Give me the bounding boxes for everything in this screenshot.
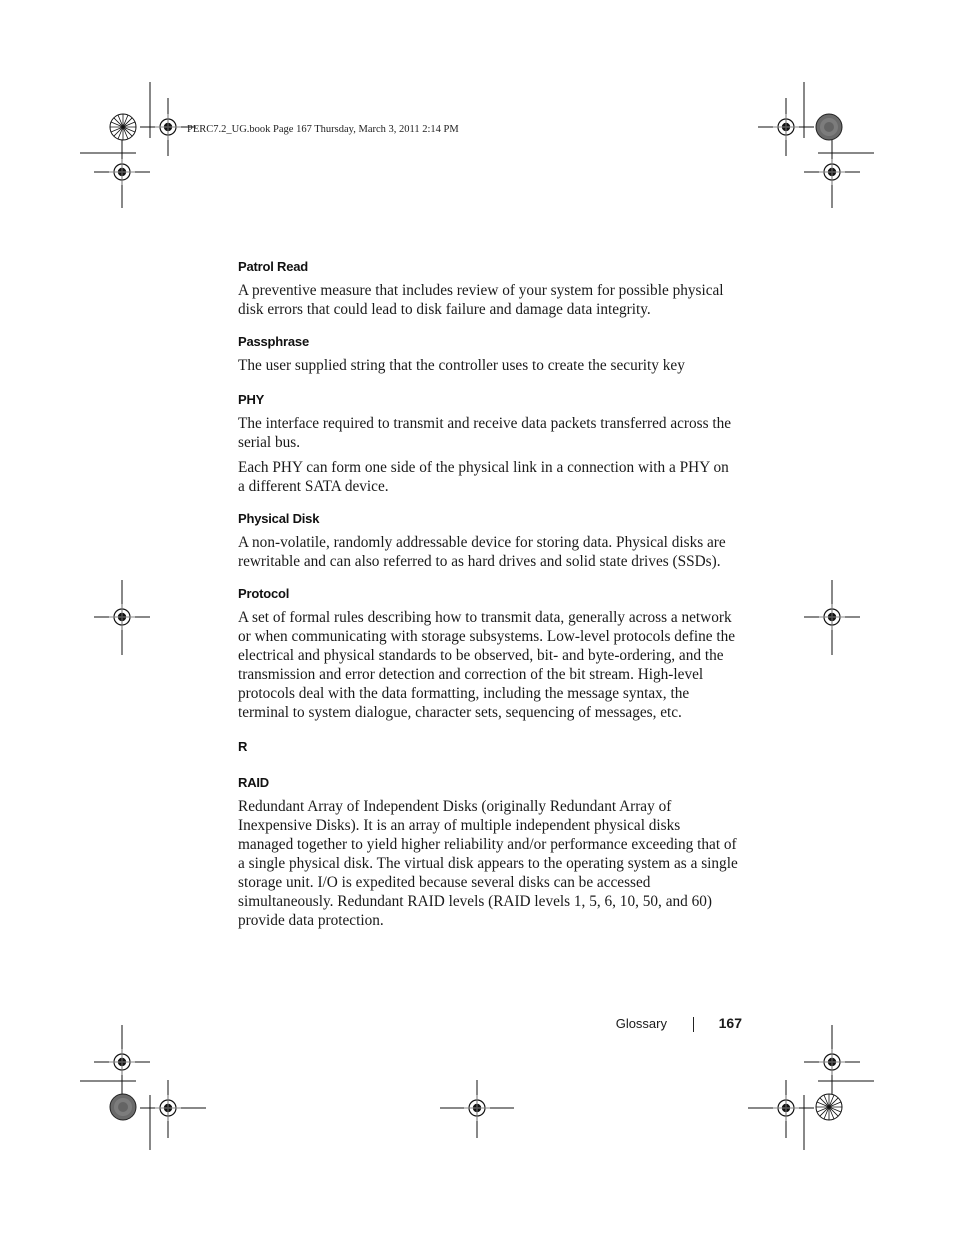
glossary-definition: A set of formal rules describing how to transmit data, generally across a network or when communicating with storage subsystems. Low-level protocols define the electrical and physical standards to be observed, bit- and byte-ordering, and the transmission and error detection and correction of the bit stream. High-level protocols deal with the data formatting, including the message syntax, the terminal to system dialogue, character sets, sequencing of messages, etc. — [238, 609, 736, 721]
glossary-section-letter — [238, 739, 738, 754]
glossary-definition: Redundant Array of Independent Disks (originally Redundant Array of Inexpensive Disks). It is an array of multiple independent physical disks managed together to yield higher reliability and/or performance exceeding that of a single physical disk. The virtual disk appears to the operating system as a single storage unit. I/O is expedited because several disks can be accessed simultaneously. Redundant RAID levels (RAID levels 1, 5, 6, 10, 50, and 60) provide data protection. — [238, 798, 738, 929]
glossary-entry — [238, 334, 738, 375]
glossary-entry — [238, 392, 738, 496]
footer-divider — [693, 1017, 694, 1032]
glossary-definition: The interface required to transmit and receive data packets transferred across the serial bus. — [238, 415, 732, 451]
glossary-definition: Each PHY can form one side of the physical link in a connection with a PHY on a different SATA device. — [238, 459, 729, 495]
glossary-term: PHY — [238, 392, 265, 407]
glossary-term: Protocol — [238, 586, 290, 601]
glossary-term: Physical Disk — [238, 511, 320, 526]
glossary-entry — [238, 586, 738, 722]
glossary-term: Passphrase — [238, 334, 309, 349]
glossary-definition: The user supplied string that the controller uses to create the security key — [238, 357, 685, 374]
glossary-entry — [238, 775, 738, 930]
glossary-content — [238, 259, 738, 930]
page-footer — [560, 1014, 742, 1036]
print-header-stamp: PERC7.2_UG.book Page 167 Thursday, March 3, 2011 2:14 PM — [187, 124, 459, 135]
glossary-entry — [238, 511, 738, 571]
glossary-letter-heading: R — [238, 739, 248, 754]
footer-section-title: Glossary — [615, 1016, 667, 1031]
glossary-term: Patrol Read — [238, 259, 309, 274]
glossary-definition: A preventive measure that includes review of your system for possible physical disk errors that could lead to disk failure and damage data integrity. — [238, 282, 724, 318]
glossary-entry — [238, 259, 738, 319]
glossary-definition: A non-volatile, randomly addressable device for storing data. Physical disks are rewritable and can also referred to as hard drives and solid state drives (SSDs). — [238, 534, 726, 570]
glossary-term: RAID — [238, 775, 269, 790]
page-number: 167 — [718, 1015, 742, 1031]
